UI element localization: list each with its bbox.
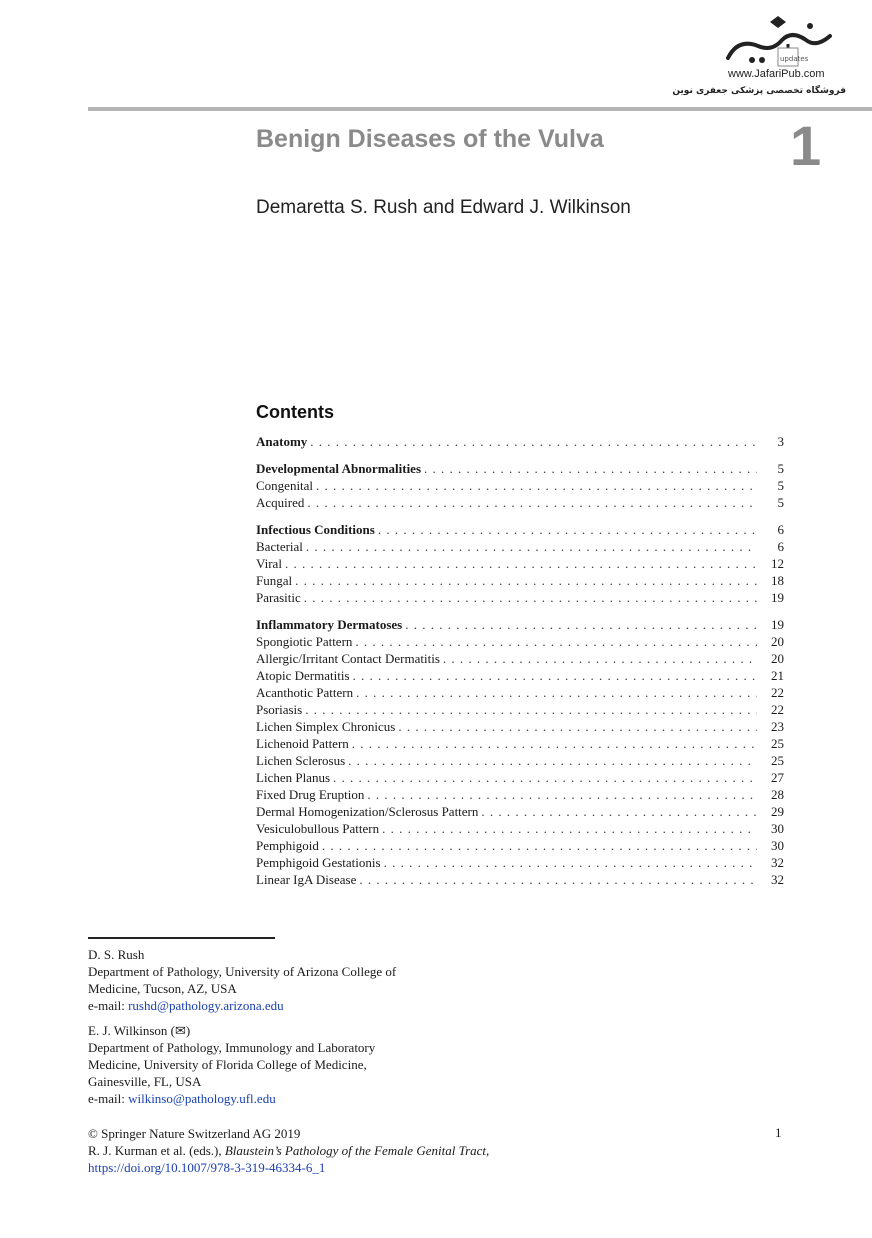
toc-entry-page: 32 <box>771 872 784 887</box>
toc-entry[interactable] <box>256 735 784 752</box>
toc-entry[interactable] <box>256 555 784 572</box>
page-number: 1 <box>775 1125 782 1140</box>
toc-leader-dots <box>398 718 757 735</box>
toc-entry[interactable] <box>256 633 784 650</box>
toc-entry[interactable] <box>256 521 784 538</box>
publication-info <box>88 1125 489 1176</box>
affiliation-rush <box>88 946 396 1014</box>
toc-entry[interactable] <box>256 667 784 684</box>
toc-entry-title: Lichen Simplex Chronicus <box>256 719 396 734</box>
doi-link[interactable]: https://doi.org/10.1007/978-3-319-46334-6_1 <box>88 1160 326 1175</box>
chapter-title: Benign Diseases of the Vulva <box>256 125 604 153</box>
toc-entry[interactable] <box>256 684 784 701</box>
toc-entry[interactable] <box>256 538 784 555</box>
author-name: E. J. Wilkinson (✉) <box>88 1023 191 1038</box>
toc-entry-page: 5 <box>777 478 784 493</box>
toc-leader-dots <box>352 735 757 752</box>
toc-entry-page: 22 <box>771 685 784 700</box>
toc-entry-title: Developmental Abnormalities <box>256 461 422 476</box>
toc-leader-dots <box>310 433 757 450</box>
toc-entry-title: Linear IgA Disease <box>256 872 357 887</box>
toc-entry-page: 12 <box>771 556 784 571</box>
toc-entry[interactable] <box>256 786 784 803</box>
toc-entry-page: 25 <box>771 753 784 768</box>
citation-prefix: R. J. Kurman et al. (eds.), <box>88 1143 225 1158</box>
toc-leader-dots <box>378 521 757 538</box>
toc-leader-dots <box>481 803 757 820</box>
toc-entry-page: 32 <box>771 855 784 870</box>
toc-entry[interactable] <box>256 650 784 667</box>
toc-entry[interactable] <box>256 769 784 786</box>
author-name: D. S. Rush <box>88 947 145 962</box>
svg-text:updates: updates <box>780 55 809 63</box>
toc-entry[interactable] <box>256 752 784 769</box>
toc-entry-page: 20 <box>771 634 784 649</box>
toc-entry[interactable] <box>256 820 784 837</box>
toc-entry[interactable] <box>256 616 784 633</box>
toc-entry-title: Vesiculobullous Pattern <box>256 821 380 836</box>
toc-entry-title: Lichenoid Pattern <box>256 736 349 751</box>
toc-entry-page: 3 <box>777 434 784 449</box>
toc-entry-title: Allergic/Irritant Contact Dermatitis <box>256 651 440 666</box>
toc-entry-page: 19 <box>771 590 784 605</box>
affiliation-line: Department of Pathology, University of Arizona College of <box>88 964 397 979</box>
toc-entry-title: Congenital <box>256 478 314 493</box>
toc-entry-page: 6 <box>777 522 784 537</box>
toc-entry[interactable] <box>256 837 784 854</box>
toc-entry-page: 19 <box>771 617 784 632</box>
toc-leader-dots <box>307 494 757 511</box>
toc-leader-dots <box>305 701 757 718</box>
toc-leader-dots <box>316 477 757 494</box>
email-line <box>88 1090 375 1107</box>
toc-entry[interactable] <box>256 433 784 450</box>
toc-entry-title: Pemphigoid <box>256 838 319 853</box>
toc-entry-page: 22 <box>771 702 784 717</box>
toc-leader-dots <box>322 837 757 854</box>
toc-entry-title: Acanthotic Pattern <box>256 685 354 700</box>
toc-leader-dots <box>367 786 757 803</box>
toc-entry-title: Atopic Dermatitis <box>256 668 350 683</box>
toc-entry[interactable] <box>256 803 784 820</box>
toc-entry[interactable] <box>256 572 784 589</box>
chapter-authors: Demaretta S. Rush and Edward J. Wilkinson <box>256 197 631 218</box>
toc-entry-title: Parasitic <box>256 590 301 605</box>
toc-entry-title: Inflammatory Dermatoses <box>256 617 403 632</box>
footnote-rule <box>88 937 275 939</box>
toc-entry[interactable] <box>256 871 784 888</box>
toc-entry-title: Lichen Sclerosus <box>256 753 346 768</box>
logo-tagline: فروشگاه تخصصی پزشکی جعفری نوین <box>672 86 846 96</box>
toc-entry[interactable] <box>256 494 784 511</box>
toc-entry-title: Infectious Conditions <box>256 522 375 537</box>
toc-leader-dots <box>304 589 757 606</box>
logo-emblem-icon <box>718 14 848 70</box>
toc-entry-title: Spongiotic Pattern <box>256 634 353 649</box>
toc-entry-page: 30 <box>771 838 784 853</box>
toc-leader-dots <box>355 633 757 650</box>
contents-heading: Contents <box>256 402 334 422</box>
email-label: e-mail: <box>88 1091 129 1106</box>
toc-leader-dots <box>443 650 757 667</box>
toc-leader-dots <box>424 460 757 477</box>
toc-entry-page: 5 <box>777 495 784 510</box>
toc-entry[interactable] <box>256 460 784 477</box>
toc-entry-title: Bacterial <box>256 539 303 554</box>
toc-entry-page: 27 <box>771 770 784 785</box>
toc-leader-dots <box>405 616 757 633</box>
toc-leader-dots <box>382 820 757 837</box>
toc-entry-title: Pemphigoid Gestationis <box>256 855 381 870</box>
toc-leader-dots <box>285 555 757 572</box>
affiliation-wilkinson <box>88 1022 375 1107</box>
copyright-line: © Springer Nature Switzerland AG 2019 <box>88 1126 301 1141</box>
toc-entry-page: 30 <box>771 821 784 836</box>
toc-entry-page: 25 <box>771 736 784 751</box>
toc-entry-page: 21 <box>771 668 784 683</box>
toc-entry[interactable] <box>256 589 784 606</box>
toc-leader-dots <box>384 854 757 871</box>
chapter-number: 1 <box>790 114 822 177</box>
citation-line <box>88 1142 489 1159</box>
toc-entry[interactable] <box>256 477 784 494</box>
toc-entry-page: 23 <box>771 719 784 734</box>
toc-leader-dots <box>359 871 757 888</box>
publisher-logo <box>672 14 858 102</box>
logo-url: www.JafariPub.com <box>728 68 825 80</box>
toc-entry-page: 5 <box>777 461 784 476</box>
toc-leader-dots <box>353 667 757 684</box>
affiliation-line: Medicine, Tucson, AZ, USA <box>88 981 237 996</box>
toc-entry[interactable] <box>256 718 784 735</box>
toc-entry-title: Lichen Planus <box>256 770 331 785</box>
toc-leader-dots <box>306 538 757 555</box>
toc-entry-title: Psoriasis <box>256 702 303 717</box>
table-of-contents <box>256 433 784 888</box>
toc-entry-title: Dermal Homogenization/Sclerosus Pattern <box>256 804 479 819</box>
toc-entry-page: 29 <box>771 804 784 819</box>
email-label: e-mail: <box>88 998 129 1013</box>
toc-entry-page: 28 <box>771 787 784 802</box>
email-link[interactable]: rushd@pathology.arizona.edu <box>128 998 284 1013</box>
toc-leader-dots <box>333 769 757 786</box>
toc-entry-title: Fixed Drug Eruption <box>256 787 365 802</box>
toc-leader-dots <box>295 572 757 589</box>
toc-leader-dots <box>356 684 757 701</box>
email-line <box>88 997 396 1014</box>
toc-entry-page: 6 <box>777 539 784 554</box>
affiliation-line: Medicine, University of Florida College of Medicine, <box>88 1057 367 1072</box>
toc-entry[interactable] <box>256 701 784 718</box>
toc-leader-dots <box>348 752 757 769</box>
affiliation-line: Gainesville, FL, USA <box>88 1074 202 1089</box>
header-rule <box>88 107 872 111</box>
email-link[interactable]: wilkinso@pathology.ufl.edu <box>128 1091 276 1106</box>
citation-book: Blaustein’s Pathology of the Female Genital Tract, <box>224 1143 490 1158</box>
toc-entry-page: 18 <box>771 573 784 588</box>
toc-entry[interactable] <box>256 854 784 871</box>
toc-entry-page: 20 <box>771 651 784 666</box>
toc-entry-title: Acquired <box>256 495 305 510</box>
toc-entry-title: Viral <box>256 556 282 571</box>
toc-entry-title: Anatomy <box>256 434 308 449</box>
affiliation-line: Department of Pathology, Immunology and Laboratory <box>88 1040 376 1055</box>
toc-entry-title: Fungal <box>256 573 293 588</box>
